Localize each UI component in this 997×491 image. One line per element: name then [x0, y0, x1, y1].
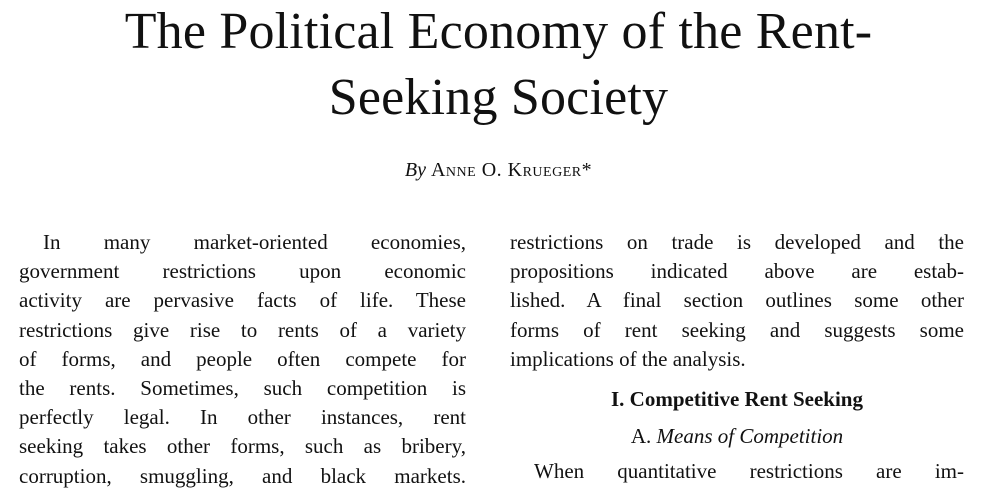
body-line: the rents. Sometimes, such competition is — [19, 375, 466, 400]
subsection-title: Means of Competition — [656, 424, 844, 448]
byline-prefix: By — [404, 159, 426, 181]
article-title-line-1: The Political Economy of the Rent- — [124, 3, 873, 60]
left-column — [19, 228, 466, 491]
subsection-heading — [510, 422, 964, 450]
section-heading: I. Competitive Rent Seeking — [611, 387, 863, 411]
body-line: implications of the analysis. — [510, 346, 746, 371]
body-line: of forms, and people often compete for — [19, 346, 466, 371]
body-line: perfectly legal. In other instances, rent — [19, 405, 466, 430]
body-line: propositions indicated above are estab- — [510, 259, 964, 284]
article-title-line-2: Seeking Society — [328, 69, 669, 126]
body-line: lished. A final section outlines some other — [510, 288, 964, 313]
subsection-prefix: A. — [630, 424, 652, 448]
author-name: Anne O. Krueger* — [430, 159, 593, 181]
body-line: forms of rent seeking and suggests some — [510, 317, 964, 342]
body-line: In many market-oriented economies, — [43, 230, 466, 254]
byline — [0, 157, 997, 183]
right-column — [510, 228, 964, 374]
body-line: activity are pervasive facts of life. These — [19, 288, 466, 313]
body-line: restrictions on trade is developed and the — [510, 230, 964, 254]
body-line: corruption, smuggling, and black markets. — [19, 463, 466, 488]
body-line: restrictions give rise to rents of a variety — [19, 317, 466, 342]
continuation-line: When quantitative restrictions are im- — [534, 459, 964, 483]
body-line: government restrictions upon economic — [19, 259, 466, 284]
body-line: seeking takes other forms, such as bribery, — [19, 434, 466, 459]
